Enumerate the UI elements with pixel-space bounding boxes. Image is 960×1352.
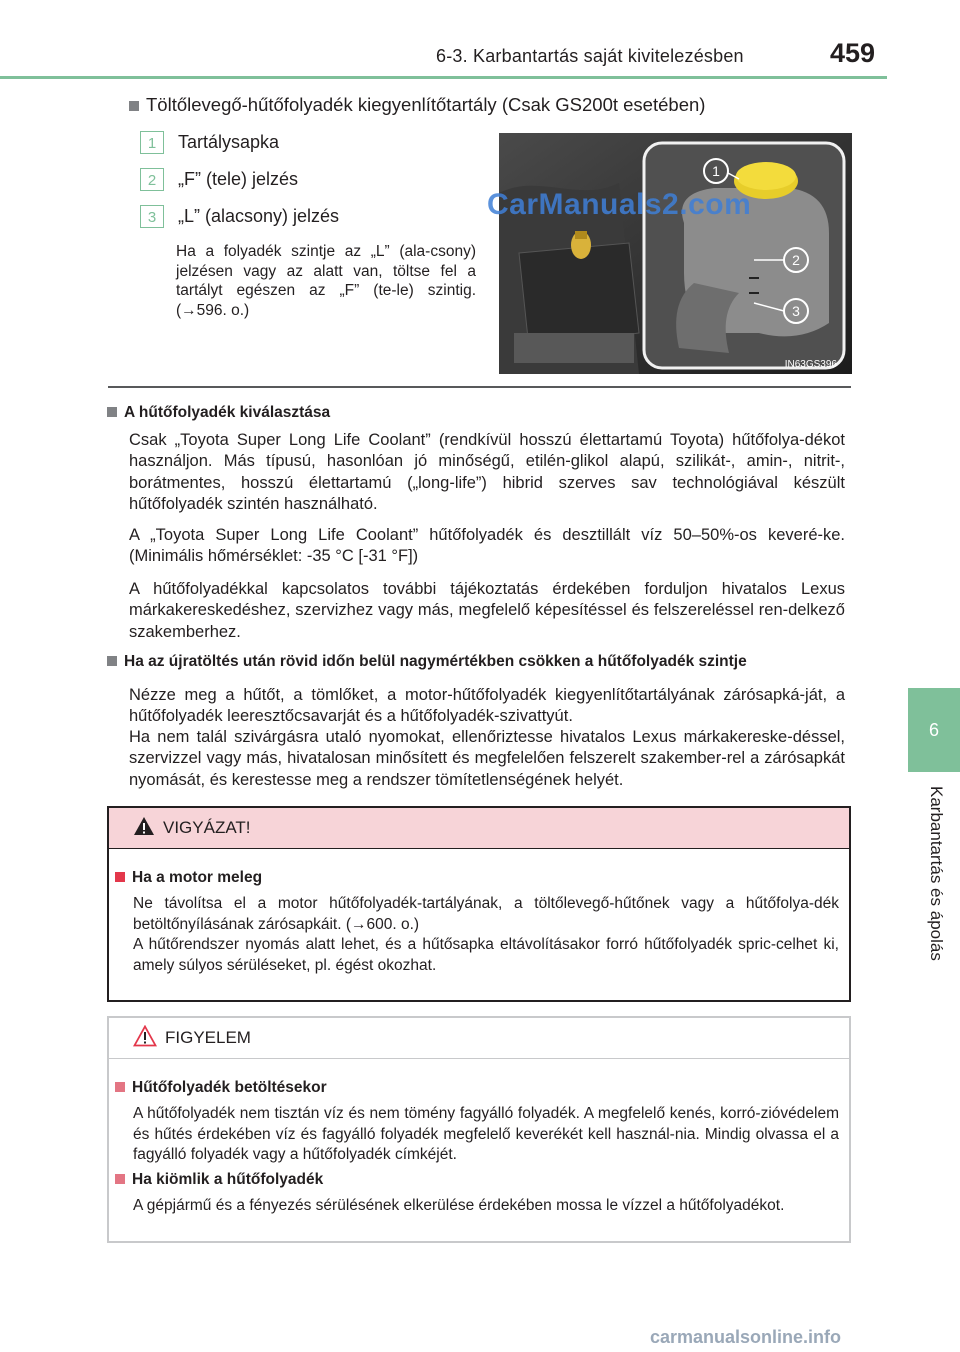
bullet-square-icon — [115, 1174, 125, 1184]
callout-number: 3 — [140, 205, 164, 228]
paragraph-heading: A hűtőfolyadék kiválasztása — [107, 404, 330, 422]
photo-watermark: CarManuals2.com — [487, 188, 752, 221]
item-label: Tartálysapka — [178, 132, 280, 152]
warning-title: VIGYÁZAT! — [163, 818, 251, 837]
page-number: 459 — [830, 38, 876, 68]
bullet-square-icon — [115, 1082, 125, 1092]
photo-callout-1: 1 — [712, 163, 720, 179]
photo-callout-3: 3 — [792, 303, 800, 319]
footer-watermark: carmanualsonline.info — [650, 1327, 842, 1347]
warning-box — [107, 806, 851, 1002]
header-rule — [0, 76, 887, 79]
caution-text: A hűtőfolyadék nem tisztán víz és nem tömény fagyálló folyadék. A megfelelő kenés, korró-zióvédelem és hűtés érdekében víz és fagyálló folyadék megfelelő keverékét kell használ-nia. Mindig olvassa el a fagyálló folyadék vagy a hűtőfolyadék címkéjét. — [133, 1105, 839, 1163]
bullet-square-icon — [129, 101, 139, 111]
caution-box — [107, 1016, 851, 1243]
running-header: 6-3. Karbantartás saját kivitelezésben — [436, 46, 744, 66]
warning-subheading: Ha a motor meleg — [115, 869, 262, 887]
image-code: IN63GS396 — [784, 359, 837, 370]
paragraph-text: Csak „Toyota Super Long Life Coolant” (rendkívül hosszú élettartamú Toyota) hűtőfolya-dékot használjon. Más típusú, hasonlóan jó minőségű, etilén-glikol alapú, szilikát-, amin-, nitrit-, borátmentes, hosszú élettartamú („long-life”) hibrid szerves sav technológiával készült hűtőfolyadék szintén használható. — [129, 431, 845, 513]
warning-triangle-icon — [133, 816, 155, 841]
bullet-square-icon — [107, 407, 117, 417]
chapter-label: Karbantartás és ápolás — [927, 786, 946, 961]
caution-triangle-icon — [133, 1025, 157, 1052]
warning-header — [109, 808, 849, 849]
chapter-tab: 6 — [908, 688, 960, 772]
section-title-text: Töltőlevegő-hűtőfolyadék kiegyenlítőtartály (Csak GS200t esetében) — [146, 94, 706, 115]
section-title — [129, 94, 705, 116]
paragraph-text: A „Toyota Super Long Life Coolant” hűtőfolyadék és desztillált víz 50–50%-os keveré-ke. (Minimális hőmérséklet: -35 °C [-31 °F]) — [129, 526, 845, 566]
engine-bay-photo — [499, 133, 852, 374]
caution-header — [109, 1018, 849, 1059]
caution-subheading: Hűtőfolyadék betöltésekor — [115, 1079, 327, 1097]
callout-number: 2 — [140, 168, 164, 191]
warning-text: A hűtőrendszer nyomás alatt lehet, és a hűtősapka eltávolításakor forró hűtőfolyadék spric-celhet ki, amely súlyos sérüléseket, pl. égést okozhat. — [133, 936, 839, 974]
paragraph-text: Nézze meg a hűtőt, a tömlőket, a motor-hűtőfolyadék kiegyenlítőtartályának zárósapká-ját, a hűtőfolyadék leeresztőcsavarját és a hűtőfolyadék-szivattyút. — [129, 686, 845, 726]
photo-callout-2: 2 — [792, 252, 800, 268]
item-label: „F” (tele) jelzés — [178, 169, 299, 189]
callout-number: 1 — [140, 131, 164, 154]
engine-illustration — [499, 133, 852, 374]
paragraph-text: Ha nem talál szivárgásra utaló nyomokat, ellenőriztesse hivatalos Lexus márkakereske-déssel, szervizzel vagy más, hivatalosan minősített és megfelelően felszerelt szakember-rel a zárósapkát nyomását, és kerestesse meg a rendszer tömítetlenségének helyét. — [129, 728, 845, 789]
caution-title: FIGYELEM — [165, 1028, 251, 1047]
item-label: „L” (alacsony) jelzés — [178, 206, 340, 226]
caution-text: A gépjármű és a fényezés sérülésének elkerülése érdekében mossa le vízzel a hűtőfolyadékot. — [133, 1197, 785, 1214]
bullet-square-icon — [115, 872, 125, 882]
section-divider — [108, 386, 851, 388]
paragraph-text: A hűtőfolyadékkal kapcsolatos további tájékoztatás érdekében forduljon hivatalos Lexus márkakereskedéshez, szervizhez vagy más, megfelelő képesítéssel és felszereléssel ren-delkező szakemberhez. — [129, 580, 845, 641]
paragraph-heading: Ha az újratöltés után rövid időn belül nagymértékben csökken a hűtőfolyadék szintje — [107, 653, 747, 671]
bullet-square-icon — [107, 656, 117, 666]
caution-subheading: Ha kiömlik a hűtőfolyadék — [115, 1171, 323, 1189]
warning-text: Ne távolítsa el a motor hűtőfolyadék-tartályának, a töltőlevegő-hűtőnek vagy a hűtőfolya-dék betöltőnyílásának zárósapkáit. (→600. o.) — [133, 895, 839, 933]
refill-note: Ha a folyadék szintje az „L” (ala-csony) jelzésen vagy az alatt van, töltse fel a tartályt egészen az „F” (te-le) szintig. (→596. o.) — [176, 243, 476, 319]
